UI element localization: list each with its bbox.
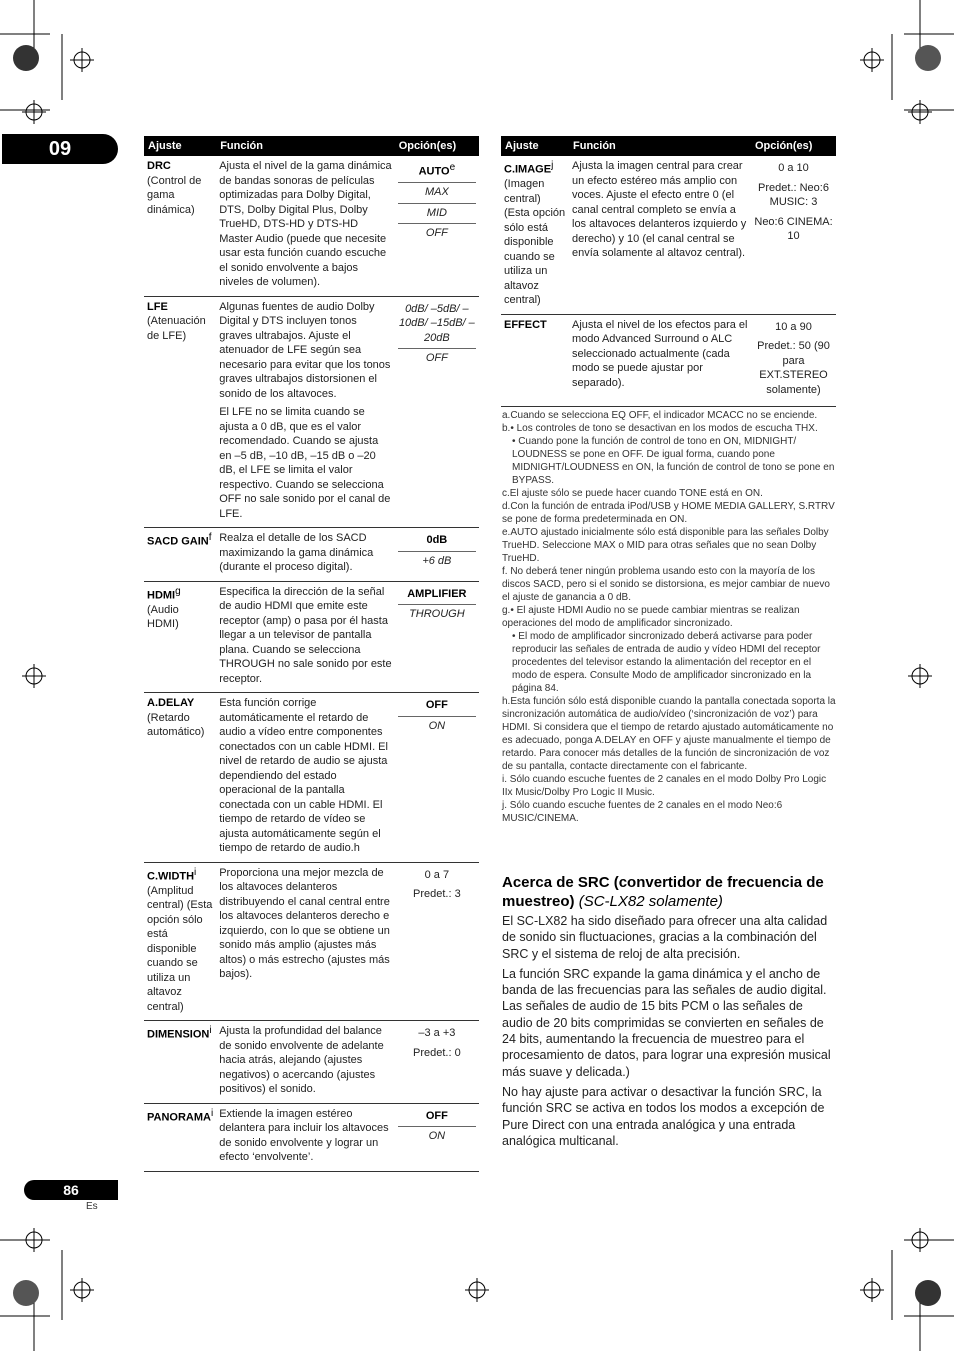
setting-subtitle: (Control de gama dinámica) <box>147 174 202 216</box>
footnotes <box>502 409 836 825</box>
footnote-item: • Cuando pone la función de control de tono en ON, MIDNIGHT/ LOUDNESS se pone en OFF. De igual forma, cuando pone MIDNIGHT/LOUDNESS en ON, la función de control de tono se pone en BYPASS. <box>512 436 835 486</box>
setting-cell <box>144 862 216 1021</box>
setting-cell <box>144 296 216 528</box>
function-text: Realza el detalle de los SACD maximizando la gama dinámica (durante el proceso digital). <box>219 532 374 573</box>
options-cell <box>395 581 479 693</box>
footnote-item: • El modo de amplificador sincronizado deberá activarse para poder reproducir las señales de entrada de audio y vídeo HDMI del receptor procedentes del televisor estando la alimentación del receptor en el modo de espera. Consulte Modo de amplificador sincronizado en la página 84. <box>512 631 821 694</box>
option-value: 10 a 90 <box>775 320 812 333</box>
setting-key: SACD GAIN$^f$ <box>147 532 212 548</box>
option-value: MID <box>398 204 476 225</box>
function-text: Proporciona una mejor mezcla de los altavoces delanteros distribuyendo el canal central entre los altavoces delanteros derecho e izquierdo, con lo que se obtiene un sonido más amplio (ajustes más altos) o más estrecho (ajustes más bajos). <box>219 866 390 980</box>
section-paragraph: La función SRC expande la gama dinámica y el ancho de banda de las frecuencias para las señales de audio digital. Las señales de audio de 15 bits PCM o las señales de audio de 20 bits comprimidas se convierten en señales de 24 bits, aumentando la frecuencia de muestreo para el procesamiento de datos, para lograr una expresión musical más suave y delicada.) <box>502 966 831 1079</box>
table-row <box>144 528 479 582</box>
setting-cell <box>144 1103 216 1171</box>
setting-cell <box>501 156 569 314</box>
options-cell <box>751 314 836 407</box>
function-text: Ajusta la profundidad del balance de sonido envolvente de adelante hacia atrás, alejando (ajustes negativos) o acercando (ajustes positivos) el sonido. <box>219 1025 384 1096</box>
setting-cell <box>144 528 216 582</box>
option-value: 0dB <box>398 531 476 552</box>
left-table-body <box>144 156 479 1171</box>
footnote-item: f. No deberá tener ningún problema usando esto con la mayoría de los discos SACD, pero si el sonido se distorsiona, es mejor cambiar de nuevo el ajuste de ganancia a 0 dB. <box>502 566 830 603</box>
table-row <box>144 156 479 296</box>
chapter-tab: 09 <box>2 134 118 164</box>
option-value: ON <box>428 719 446 732</box>
option-value: Predet.: Neo:6 MUSIC: 3 <box>758 181 829 208</box>
option-value: AMPLIFIER <box>398 585 476 606</box>
option-value: OFF <box>398 1107 476 1128</box>
footnote-item: j. Sólo cuando escuche fuentes de 2 canales en el modo Neo:6 MUSIC/CINEMA. <box>502 800 783 824</box>
page-number: 86 <box>24 1180 118 1200</box>
footnote-ref: f <box>208 532 212 543</box>
options-cell <box>395 862 479 1021</box>
options-cell <box>395 1103 479 1171</box>
setting-key: C.WIDTH$^i$ <box>147 866 197 883</box>
setting-key: DIMENSION$^i$ <box>147 1025 212 1041</box>
section-paragraph: No hay ajuste para activar o desactivar la función SRC, la función SRC se activa en todos los modos a excepción de Pure Direct con una entrada analógica y una entrada analógica multicanal. <box>502 1084 825 1148</box>
option-value: +6 dB <box>422 554 452 567</box>
setting-subtitle: (Imagen central) (Esta opción sólo está disponible cuando se utiliza un altavoz central) <box>504 178 566 307</box>
options-cell <box>395 528 479 582</box>
function-cell <box>216 1103 395 1171</box>
table-row <box>144 693 479 863</box>
footnote-ref: g <box>175 585 181 597</box>
footnote-ref: i <box>210 1107 214 1119</box>
function-cell <box>216 693 395 863</box>
section-title-italic: (SC-LX82 solamente) <box>578 893 723 910</box>
footnote-ref: e <box>449 162 456 173</box>
option-value: 0dB/ –5dB/ –10dB/ –15dB/ –20dB <box>398 300 476 350</box>
function-text: Esta función corrige automáticamente el retardo de audio a vídeo entre componentes conectados con un cable HDMI. El nivel de retardo de audio se ajusta dependiendo del estado operacional de la pantalla conectada con un cable HDMI. El tiempo de retardo de vídeo se ajusta automáticamente según el tiempo de retardo de audio.h <box>219 697 388 854</box>
table-row <box>144 1021 479 1104</box>
table-row <box>144 1103 479 1171</box>
left-settings-table <box>144 136 479 1172</box>
option-value: OFF <box>425 352 448 364</box>
footnote-item: b.• Los controles de tono se desactivan en los modos de escucha THX. <box>502 423 818 434</box>
table-row <box>144 862 479 1021</box>
footnote-item: e.AUTO ajustado inicialmente sólo está disponible para las señales Dolby TrueHD. Seleccione MAX o MID para otras señales que no sean Dolby TrueHD. <box>502 527 829 564</box>
option-value: OFF <box>398 696 476 717</box>
table-row <box>501 314 836 407</box>
setting-cell <box>144 1021 216 1104</box>
function-cell <box>216 156 395 296</box>
option-value: Predet.: 0 <box>413 1046 461 1059</box>
function-cell <box>569 156 751 314</box>
setting-key: A.DELAY <box>147 697 195 709</box>
right-table-body <box>501 156 836 407</box>
function-text: Ajusta la imagen central para crear un efecto estéreo más amplio con voces. Ajuste el efecto entre 0 (el canal central completo se envía a los altavoces delanteros izquierdo y derecho) y 10 (el canal central se envía solamente al altavoz central). <box>572 160 747 259</box>
setting-cell <box>144 693 216 863</box>
options-cell <box>751 156 836 314</box>
function-cell <box>216 862 395 1021</box>
setting-cell <box>144 156 216 296</box>
footnote-item: d.Con la función de entrada iPod/USB y HOME MEDIA GALLERY, S.RTRV se pone de forma predeterminada en ON. <box>502 501 835 525</box>
option-value: Predet.: 50 (90 para EXT.STEREO solamente) <box>757 340 830 396</box>
section-body <box>502 913 836 1149</box>
option-value: Neo:6 CINEMA: 10 <box>754 215 833 242</box>
function-cell <box>216 528 395 582</box>
options-cell <box>395 296 479 528</box>
function-text: Algunas fuentes de audio Dolby Digital y DTS incluyen tonos graves ultrabajos. Ajuste el atenuador de LFE según sea necesario para evitar que los tonos graves ultrabajos distorsionen el sonido de los altavoces. <box>219 300 391 400</box>
option-value: 0 a 7 <box>424 868 450 881</box>
setting-cell <box>501 314 569 407</box>
table-row <box>144 296 479 528</box>
function-text: El LFE no se limita cuando se ajusta a 0 dB, que es el valor recomendado. Cuando se ajusta en –5 dB, –10 dB, –15 dB o –20 dB, el LFE se limita el valor respectivo. Cuando se selecciona OFF no sale sonido por el canal de LFE. <box>219 406 391 520</box>
function-text: Especifica la dirección de la señal de audio HDMI que emite este receptor (amp) o pasa por él hasta llegar a un televisor de pantalla plana. Cuando se selecciona THROUGH no sale sonido por este receptor. <box>219 585 392 685</box>
section-title <box>502 873 836 911</box>
option-value: –3 a +3 <box>418 1027 456 1040</box>
option-value: MAX <box>398 183 476 204</box>
option-value: Predet.: 3 <box>413 888 461 900</box>
header-ajuste: Ajuste <box>144 136 216 156</box>
setting-subtitle: (Retardo automático) <box>147 711 205 738</box>
section-title-text: Acerca de SRC (convertidor de frecuencia de muestreo) <box>502 874 824 910</box>
footnote-item: i. Sólo cuando escuche fuentes de 2 canales en el modo Dolby Pro Logic IIx Music/Dolby Pro Logic II Music. <box>502 774 827 798</box>
function-text: Extiende la imagen estéreo delantera para incluir los altavoces de sonido envolvente y lograr un efecto ‘envolvente’. <box>219 1107 389 1164</box>
setting-subtitle: (Amplitud central) (Esta opción sólo está disponible cuando se utiliza un altavoz central) <box>147 884 213 1013</box>
footnote-item: c.El ajuste sólo se puede hacer cuando TONE está en ON. <box>502 488 763 499</box>
setting-subtitle: (Atenuación de LFE) <box>147 315 206 342</box>
function-cell <box>216 296 395 528</box>
options-cell <box>395 156 479 296</box>
table-row <box>501 156 836 314</box>
function-text: Ajusta el nivel de la gama dinámica de bandas sonoras de películas optimizadas para Dolby Digital, DTS, Dolby Digital Plus, Dolby TrueHD, DTS-HD y DTS-HD Master Audio (puede que necesite usar esta función cuando escuche el sonido envolvente a bajos niveles de volumen). <box>219 160 392 288</box>
footnote-ref: j <box>551 160 554 171</box>
header-ajuste: Ajuste <box>501 136 569 156</box>
footnote-ref: i <box>209 1025 212 1037</box>
setting-subtitle: (Audio HDMI) <box>147 603 179 631</box>
language-code: Es <box>86 1201 98 1212</box>
src-section <box>502 873 836 1153</box>
header-opciones: Opción(es) <box>751 136 836 156</box>
footnote-ref: i <box>194 866 197 878</box>
function-cell <box>216 581 395 693</box>
table-row <box>144 581 479 693</box>
footnote-item: h.Esta función sólo está disponible cuando la pantalla conectada soporta la sincronización automática de audio/vídeo (‘sincronización de voz’) para HDMI. Si considera que el tiempo de retardo ajustado automáticamente no es adecuado, ponga A.DELAY en OFF y ajuste manualmente el tiempo de retardo. Para conocer más detalles de la función de sincronización de voz de su pantalla, contacte directamente con el fabricante. <box>502 696 836 772</box>
option-value: OFF <box>425 227 448 240</box>
setting-key: C.IMAGE$^j$ <box>504 160 554 176</box>
function-text: Ajusta el nivel de los efectos para el modo Advanced Surround o ALC seleccionado actualmente (cada modo se puede ajustar por separado). <box>572 318 748 389</box>
function-cell <box>216 1021 395 1104</box>
setting-key: EFFECT <box>504 318 547 331</box>
header-funcion: Función <box>216 136 395 156</box>
setting-cell <box>144 581 216 693</box>
header-opciones: Opción(es) <box>395 136 479 156</box>
right-settings-table <box>501 136 836 407</box>
footnote-item: a.Cuando se selecciona EQ OFF, el indicador MCACC no se enciende. <box>502 410 818 421</box>
footnote-item: g.• El ajuste HDMI Audio no se puede cambiar mientras se realizan operaciones del modo de amplificador sincronizado. <box>502 605 800 629</box>
section-paragraph: El SC-LX82 ha sido diseñado para ofrecer una alta calidad de sonido sin fluctuaciones, gracias a la combinación del SRC y el sistema de reloj de alta precisión. <box>502 914 828 961</box>
options-cell <box>395 1021 479 1104</box>
options-cell <box>395 693 479 863</box>
function-cell <box>569 314 751 407</box>
setting-key: LFE <box>147 300 168 313</box>
setting-key: HDMI$^g$ <box>147 585 181 602</box>
setting-key: PANORAMA$^i$ <box>147 1107 214 1124</box>
option-value: 0 a 10 <box>778 162 809 174</box>
option-value: ON <box>428 1130 446 1143</box>
setting-key: DRC <box>147 160 171 172</box>
option-value: AUTO$^e$ <box>398 159 476 183</box>
option-value: THROUGH <box>409 608 465 620</box>
header-funcion: Función <box>569 136 751 156</box>
